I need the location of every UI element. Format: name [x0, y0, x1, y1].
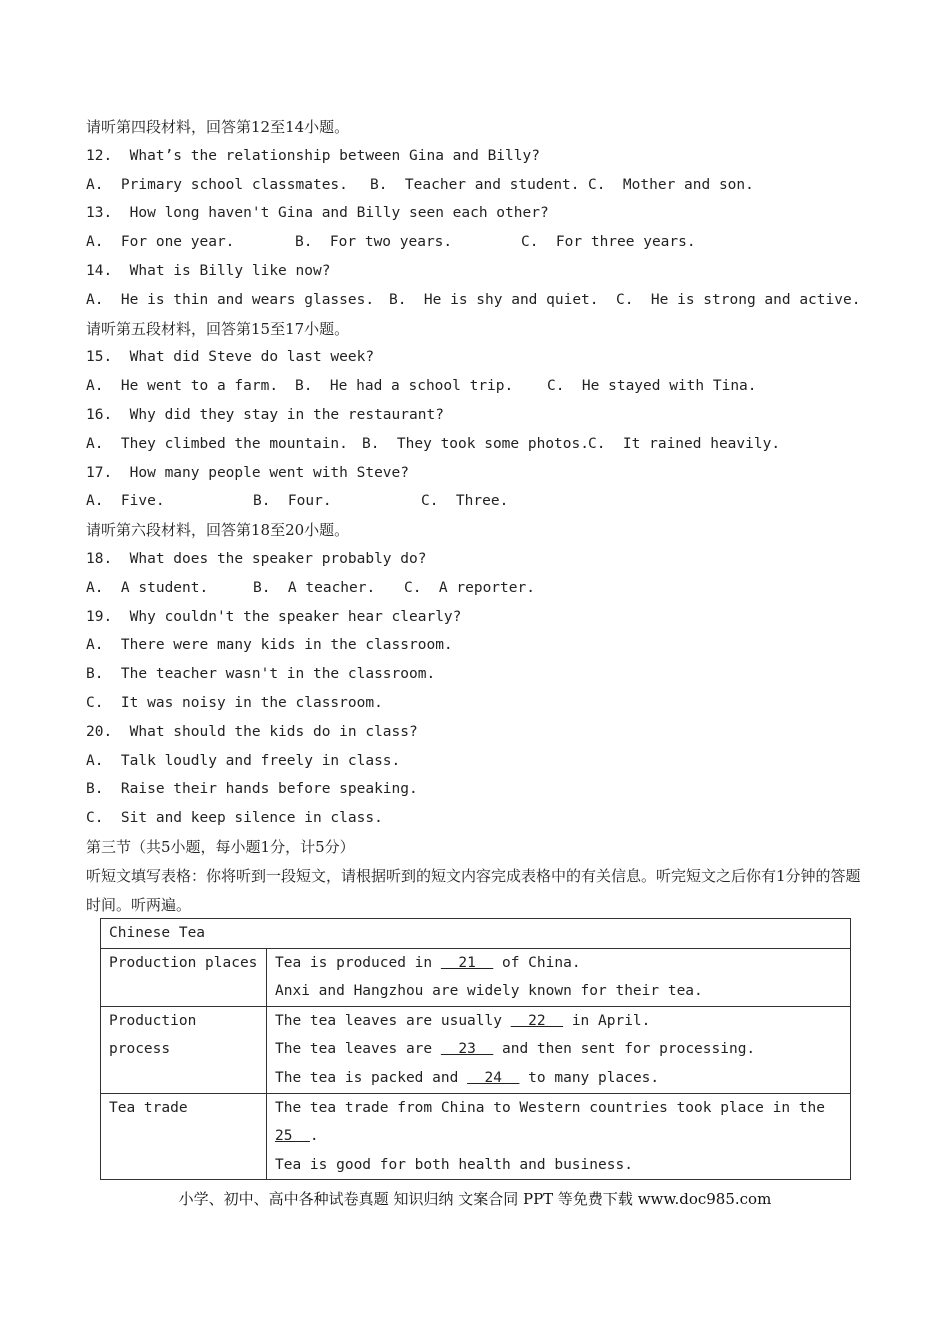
table-row	[101, 948, 851, 1006]
question-17-stem: 17. How many people went with Steve?	[86, 464, 410, 481]
option-c: C. Sit and keep silence in class.	[86, 810, 383, 827]
table-row	[101, 1093, 851, 1180]
option-a: A. A student.	[86, 579, 209, 596]
line-text: Tea is produced in	[275, 954, 441, 971]
option-c: C. He stayed with Tina.	[547, 378, 757, 395]
blank-23: 23	[440, 1041, 494, 1058]
row-label: process	[109, 1041, 171, 1058]
option-b: B. He is shy and quiet.	[389, 291, 599, 308]
option-a: A. They climbed the mountain.	[86, 435, 348, 452]
line-text: and then sent for processing.	[493, 1041, 756, 1058]
table-title-cell	[101, 919, 851, 949]
blank-24: 24	[467, 1069, 520, 1086]
question-13-options	[86, 228, 866, 257]
row-label-cell	[101, 1093, 267, 1180]
question-17-options	[86, 487, 866, 516]
table-title-row	[101, 919, 851, 949]
row-label-cell	[101, 1006, 267, 1093]
table-line	[275, 1122, 842, 1151]
option-b: B. Four.	[253, 493, 332, 510]
question-16-options	[86, 430, 866, 459]
option-b: B. They took some photos.	[362, 435, 589, 452]
question-12-options	[86, 171, 866, 200]
option-c: C. He is strong and active.	[616, 291, 861, 308]
option-a: A. For one year.	[86, 234, 235, 251]
row-content-cell	[267, 1093, 851, 1180]
chinese-tea-table	[100, 918, 851, 1180]
table-row	[101, 1006, 851, 1093]
row-content-cell	[267, 1006, 851, 1093]
row-label-cell	[101, 948, 267, 1006]
question-20-stem: 20. What should the kids do in class?	[86, 723, 418, 740]
line-text: The tea is packed and	[275, 1069, 468, 1086]
question-19-stem: 19. Why couldn't the speaker hear clearly?	[86, 608, 462, 625]
option-a: A. There were many kids in the classroom.	[86, 637, 453, 654]
table-line	[275, 1035, 842, 1064]
part4-intro: 请听第四段材料，回答第12至14小题。	[86, 118, 350, 136]
table-line	[275, 1007, 842, 1036]
line-text: The tea leaves are	[275, 1041, 441, 1058]
blank-21: 21	[440, 954, 494, 971]
option-b: B. Teacher and student.	[370, 176, 580, 193]
question-14-options	[86, 286, 866, 315]
table-line	[275, 1094, 842, 1123]
option-c: C. Mother and son.	[588, 176, 754, 193]
part6-intro: 请听第六段材料，回答第18至20小题。	[86, 521, 350, 540]
option-c: C. It was noisy in the classroom.	[86, 694, 383, 711]
option-a: A. Primary school classmates.	[86, 176, 348, 193]
option-b: B. He had a school trip.	[295, 378, 514, 395]
line-text: in April.	[563, 1012, 651, 1029]
option-a: A. Talk loudly and freely in class.	[86, 752, 401, 769]
question-13-stem: 13. How long haven't Gina and Billy seen each other?	[86, 205, 549, 222]
table-line	[275, 949, 842, 978]
page-footer: 小学、初中、高中各种试卷真题 知识归纳 文案合同 PPT 等免费下载 www.doc985.com	[178, 1190, 772, 1208]
option-b: B. For two years.	[295, 234, 453, 251]
question-16-stem: 16. Why did they stay in the restaurant?	[86, 406, 444, 423]
question-15-stem: 15. What did Steve do last week?	[86, 349, 375, 366]
question-12-stem: 12. What’s the relationship between Gina and Billy?	[86, 147, 540, 164]
option-b: B. A teacher.	[253, 579, 376, 596]
option-a: A. He is thin and wears glasses.	[86, 291, 375, 308]
option-a: A. He went to a farm.	[86, 378, 279, 395]
table-title: Chinese Tea	[109, 925, 206, 941]
part5-intro: 请听第五段材料，回答第15至17小题。	[86, 319, 350, 338]
blank-22: 22	[510, 1012, 564, 1029]
line-text: to many places.	[519, 1069, 660, 1086]
table-line: Tea is good for both health and business.	[275, 1156, 633, 1173]
question-list	[86, 113, 866, 919]
option-c: C. It rained heavily.	[588, 435, 781, 452]
row-content-cell	[267, 948, 851, 1006]
row-label: Production places	[109, 954, 258, 971]
option-b: B. The teacher wasn't in the classroom.	[86, 666, 436, 683]
table-line: Anxi and Hangzhou are widely known for their tea.	[275, 983, 703, 1000]
question-18-options	[86, 574, 866, 603]
section3-title: 第三节（共5小题，每小题1分，计5分）	[86, 837, 355, 856]
question-14-stem: 14. What is Billy like now?	[86, 262, 331, 279]
option-a: A. Five.	[86, 493, 165, 510]
line-text: .	[309, 1128, 319, 1145]
line-text: The tea trade from China to Western countries took place in the	[275, 1099, 834, 1116]
line-text: of China.	[493, 954, 581, 971]
row-label: Production	[109, 1012, 197, 1029]
table-line	[275, 1064, 842, 1093]
question-15-options	[86, 372, 866, 401]
option-c: C. Three.	[421, 493, 509, 510]
blank-25: 25	[275, 1128, 310, 1145]
option-c: C. For three years.	[521, 234, 696, 251]
line-text: The tea leaves are usually	[275, 1012, 511, 1029]
row-label: Tea trade	[109, 1099, 188, 1116]
question-18-stem: 18. What does the speaker probably do?	[86, 550, 427, 567]
option-b: B. Raise their hands before speaking.	[86, 781, 418, 798]
section3-instruction: 听短文填写表格：你将听到一段短文，请根据听到的短文内容完成表格中的有关信息。听完短文之后你有1分钟的答题时间。听两遍。	[86, 866, 861, 914]
option-c: C. A reporter.	[404, 579, 535, 596]
